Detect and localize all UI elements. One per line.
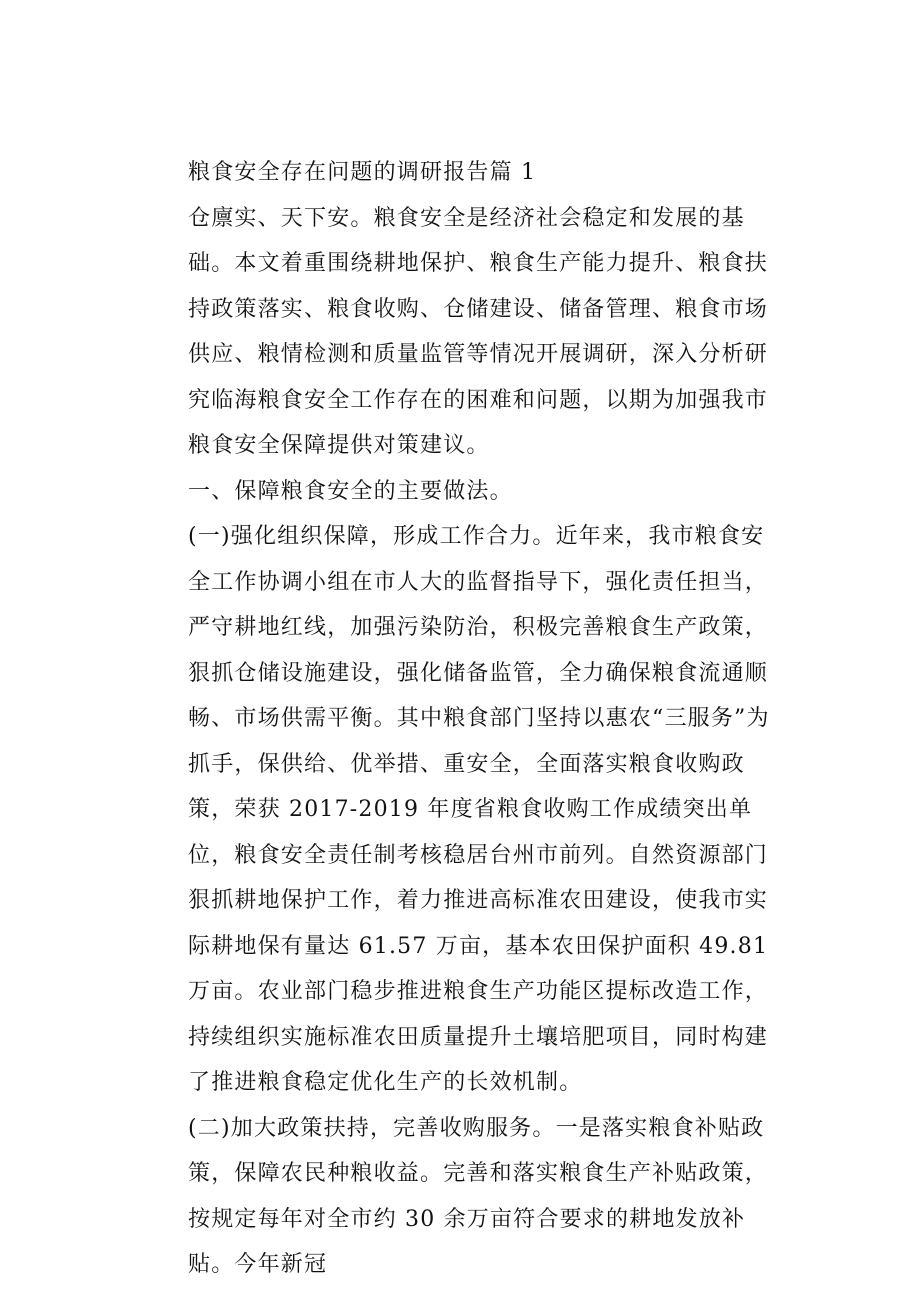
section-heading: 一、保障粮食安全的主要做法。 <box>188 478 513 504</box>
paragraph-organization: (一)强化组织保障，形成工作合力。近年来，我市粮食安全工作协调小组在市人大的监督指导下，强化责任担当，严守耕地红线，加强污染防治，积极完善粮食生产政策，狠抓仓储设施建设，强化储备监管，全力确保粮食流通顺畅、市场供需平衡。其中粮食部门坚持以惠农“三服务”为抓手，保供给、优举措、重安全，全面落实粮食收购政策，荣获 2017-2019 年度省粮食收购工作成绩突出单位，粮食安全责任制考核稳居台州市前列。自然资源部门狠抓耕地保护工作，着力推进高标准农田建设，使我市实际耕地保有量达 61.57 万亩，基本农田保护面积 49.81 万亩。农业部门稳步推进粮食生产功能区提标改造工作，持续组织实施标准农田质量提升土壤培肥项目，同时构建了推进粮食稳定优化生产的长效机制。 <box>188 524 770 1095</box>
document-body <box>140 150 780 1288</box>
paragraph-intro: 仓廪实、天下安。粮食安全是经济社会稳定和发展的基础。本文着重围绕耕地保护、粮食生产能力提升、粮食扶持政策落实、粮食收购、仓储建设、储备管理、粮食市场供应、粮情检测和质量监管等情况开展调研，深入分析研究临海粮食安全工作存在的困难和问题，以期为加强我市粮食安全保障提供对策建议。 <box>188 205 769 458</box>
paragraph-policy-support: (二)加大政策扶持，完善收购服务。一是落实粮食补贴政策，保障农民种粮收益。完善和落实粮食生产补贴政策，按规定每年对全市约 30 余万亩符合要求的耕地发放补贴。今年新冠 <box>188 1115 769 1277</box>
document-title: 粮食安全存在问题的调研报告篇 1 <box>188 160 537 185</box>
